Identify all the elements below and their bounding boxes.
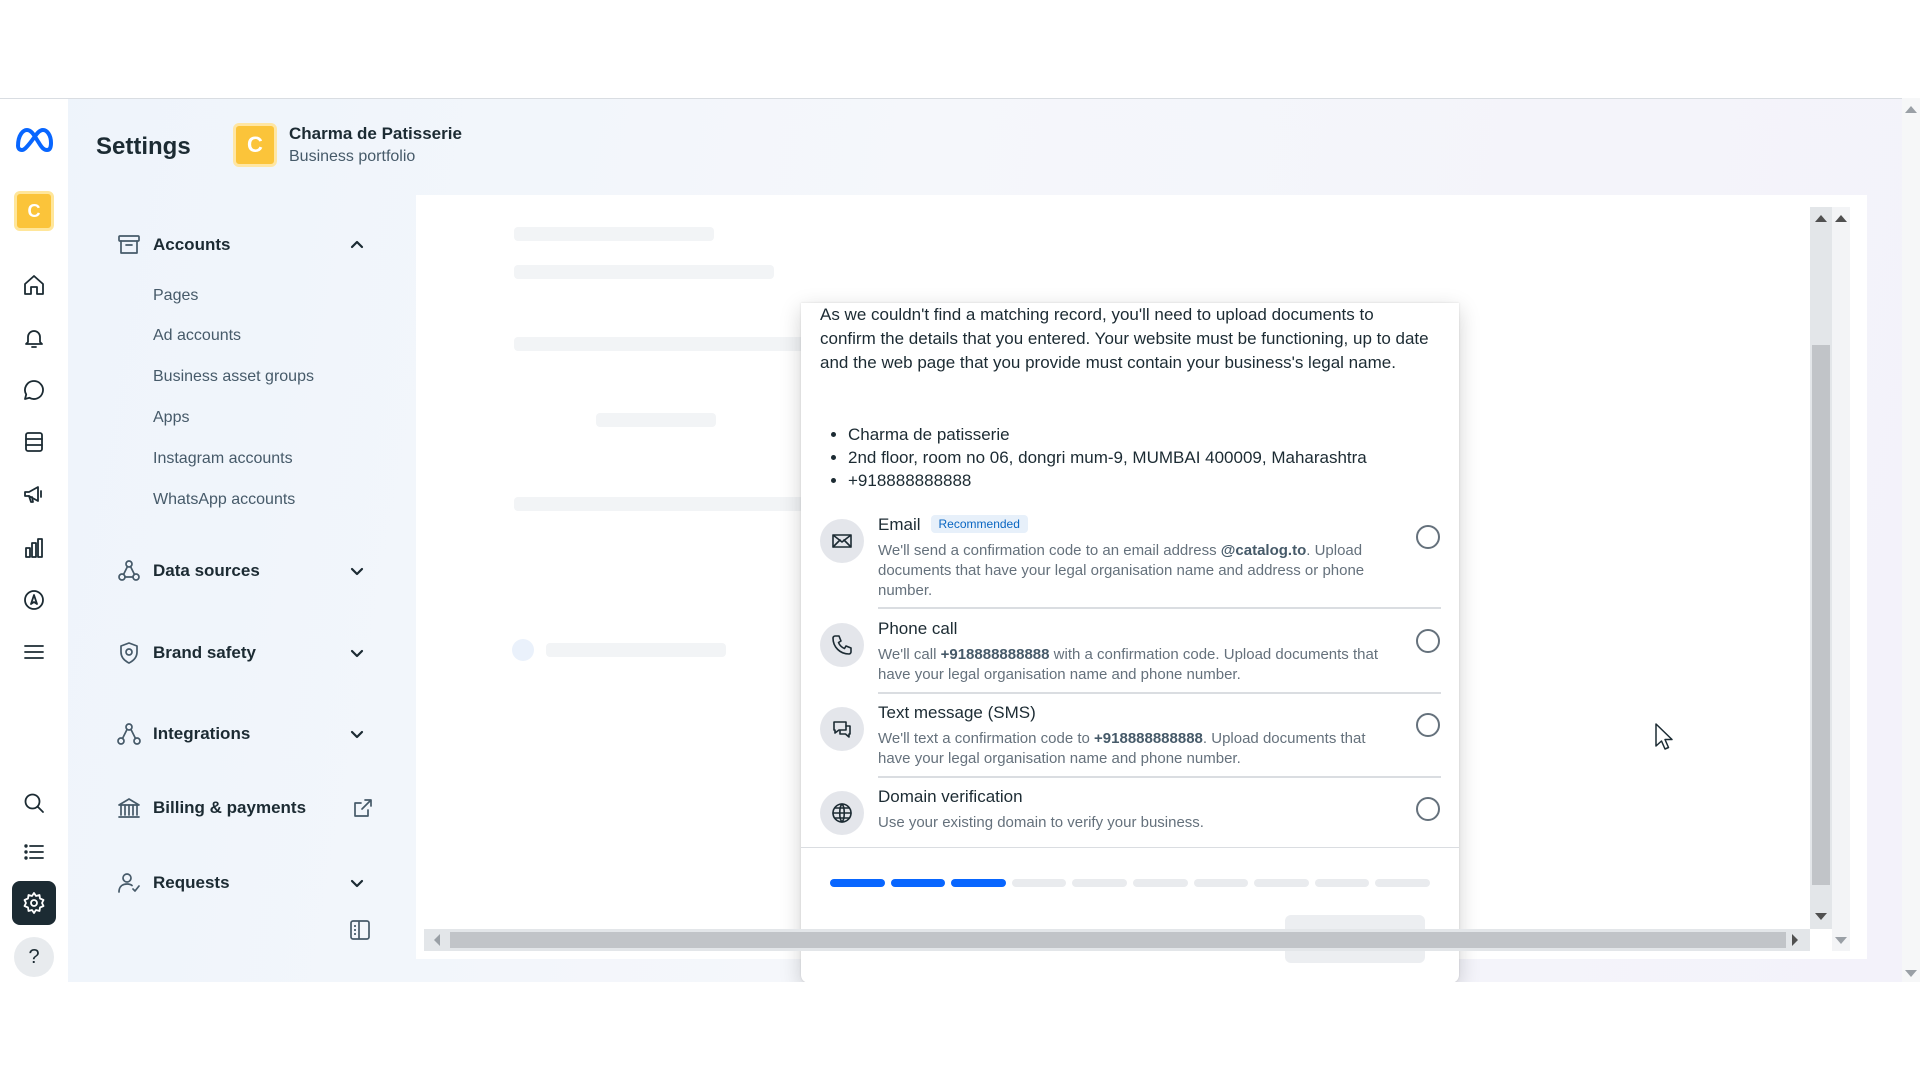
integrations-icon [116,721,142,747]
list-icon[interactable] [12,830,56,874]
scroll-down-arrow[interactable] [1905,970,1917,977]
business-phone: • +918888888888 [848,469,1438,492]
chevron-down-icon[interactable] [348,562,366,580]
chevron-down-icon[interactable] [348,725,366,743]
gear-icon[interactable] [12,881,56,925]
top-margin [0,0,1920,98]
sidebar-item-whatsapp-accounts[interactable]: WhatsApp accounts [153,491,296,508]
scroll-down-arrow[interactable] [1815,913,1827,920]
sidebar-item-ad-accounts[interactable]: Ad accounts [153,327,242,344]
scroll-up-arrow[interactable] [1815,215,1827,222]
dialog-vertical-scrollbar[interactable] [1810,207,1832,929]
globe-icon [820,791,864,835]
collapse-sidebar-icon[interactable] [348,918,372,942]
option-email[interactable] [820,515,1441,605]
nav-section-requests[interactable]: Requests [116,865,374,901]
nav-section-accounts[interactable]: Accounts [116,227,374,263]
sidebar-item-apps[interactable]: Apps [153,409,190,426]
business-legal-name: • Charma de patisserie [848,423,1438,446]
option-phone-call[interactable] [820,619,1441,689]
sidebar-item-instagram-accounts[interactable]: Instagram accounts [153,450,293,467]
vertical-scroll-thumb[interactable] [1812,345,1830,885]
nav-section-brand-safety[interactable]: Brand safety [116,635,374,671]
option-domain-verification-radio[interactable] [1416,797,1440,821]
mouse-cursor-icon [1654,722,1676,752]
background-placeholder [512,639,534,661]
option-sms-description: We'll text a confirmation code to +918888888888. Upload documents that have your legal organisation name and phone number. [878,730,1366,767]
background-placeholder [514,337,814,351]
progress-step [1133,879,1188,887]
pages-icon[interactable] [12,420,56,464]
home-icon[interactable] [12,263,56,307]
background-placeholder [596,413,716,427]
nav-section-billing-payments[interactable]: Billing & payments [116,790,374,826]
option-domain-verification-title: Domain verification [878,787,1023,806]
nav-section-integrations[interactable]: Integrations [116,716,374,752]
progress-step [951,879,1006,887]
option-domain-verification[interactable] [820,787,1441,839]
envelope-icon [820,519,864,563]
archive-icon [116,232,142,258]
business-address: • 2nd floor, room no 06, dongri mum-9, MUMBAI 400009, Maharashtra [848,446,1438,469]
option-phone-call-radio[interactable] [1416,629,1440,653]
horizontal-scrollbar[interactable] [424,929,1810,951]
phone-icon [820,623,864,667]
divider [878,607,1441,609]
business-portfolio-label: Business portfolio [289,148,416,165]
external-link-icon[interactable] [352,797,374,819]
bell-icon[interactable] [12,316,56,360]
option-sms-title: Text message (SMS) [878,703,1036,722]
scroll-left-arrow[interactable] [434,934,440,946]
chevron-up-icon[interactable] [348,236,366,254]
progress-step [1315,879,1370,887]
bottom-margin [0,982,1920,1080]
sidebar-item-business-asset-groups[interactable]: Business asset groups [153,368,314,385]
divider [878,692,1441,694]
divider [878,776,1441,778]
business-avatar[interactable]: C [233,123,277,167]
background-placeholder [546,643,726,657]
scroll-up-arrow[interactable] [1905,106,1917,113]
option-phone-call-title: Phone call [878,619,958,638]
progress-step [1375,879,1430,887]
business-name[interactable]: Charma de Patisserie [289,124,462,143]
chevron-down-icon[interactable] [348,874,366,892]
option-sms[interactable] [820,703,1441,773]
business-settings-app [0,98,1920,982]
left-rail [0,99,68,983]
progress-step [830,879,885,887]
shield-icon [116,640,142,666]
background-placeholder [514,497,804,511]
chat-bubbles-icon [820,707,864,751]
option-email-description: We'll send a confirmation code to an email address @catalog.to. Upload documents that have your legal organisation name and address or phone number. [878,542,1365,599]
option-domain-verification-description: Use your existing domain to verify your business. [878,814,1204,831]
option-email-radio[interactable] [1416,525,1440,549]
chevron-down-icon[interactable] [348,644,366,662]
meta-logo[interactable] [12,119,56,159]
help-icon[interactable]: ? [14,937,54,977]
option-sms-radio[interactable] [1416,713,1440,737]
background-placeholder [514,227,714,241]
progress-step [1254,879,1309,887]
data-sources-icon [116,558,142,584]
option-phone-call-description: We'll call +918888888888 with a confirmation code. Upload documents that have your legal organisation name and phone number. [878,646,1378,683]
progress-step [1012,879,1067,887]
menu-icon[interactable] [12,630,56,674]
nav-section-data-sources[interactable]: Data sources [116,553,374,589]
dialog-footer-divider [801,847,1459,848]
background-placeholder [514,265,774,279]
step-progress-bar [830,879,1430,887]
search-icon[interactable] [12,781,56,825]
chat-icon[interactable] [12,368,56,412]
dialog-intro-text: As we couldn't find a matching record, you'll need to upload documents to confirm the details that you entered. Your website must be functioning, up to date and the web page that you provide must contain your business's legal name. [820,305,1429,372]
compass-icon[interactable] [12,578,56,622]
requests-icon [116,870,142,896]
scroll-right-arrow[interactable] [1792,934,1798,946]
option-email-title: Email [878,515,921,534]
progress-step [1194,879,1249,887]
horizontal-scroll-thumb[interactable] [450,932,1786,948]
sidebar-item-pages[interactable]: Pages [153,287,199,304]
scroll-down-arrow[interactable] [1835,937,1847,944]
rail-business-avatar[interactable]: C [14,191,54,231]
megaphone-icon[interactable] [12,472,56,516]
scroll-up-arrow[interactable] [1835,215,1847,222]
progress-step [891,879,946,887]
page-title: Settings [96,133,191,160]
bar-chart-icon[interactable] [12,526,56,570]
business-details-list [848,423,1438,492]
progress-step [1072,879,1127,887]
verification-method-dialog [801,303,1459,983]
bank-icon [116,795,142,821]
recommended-badge: Recommended [931,515,1028,533]
panel-vertical-scrollbar[interactable] [1832,207,1850,951]
window-scrollbar[interactable] [1902,98,1920,982]
